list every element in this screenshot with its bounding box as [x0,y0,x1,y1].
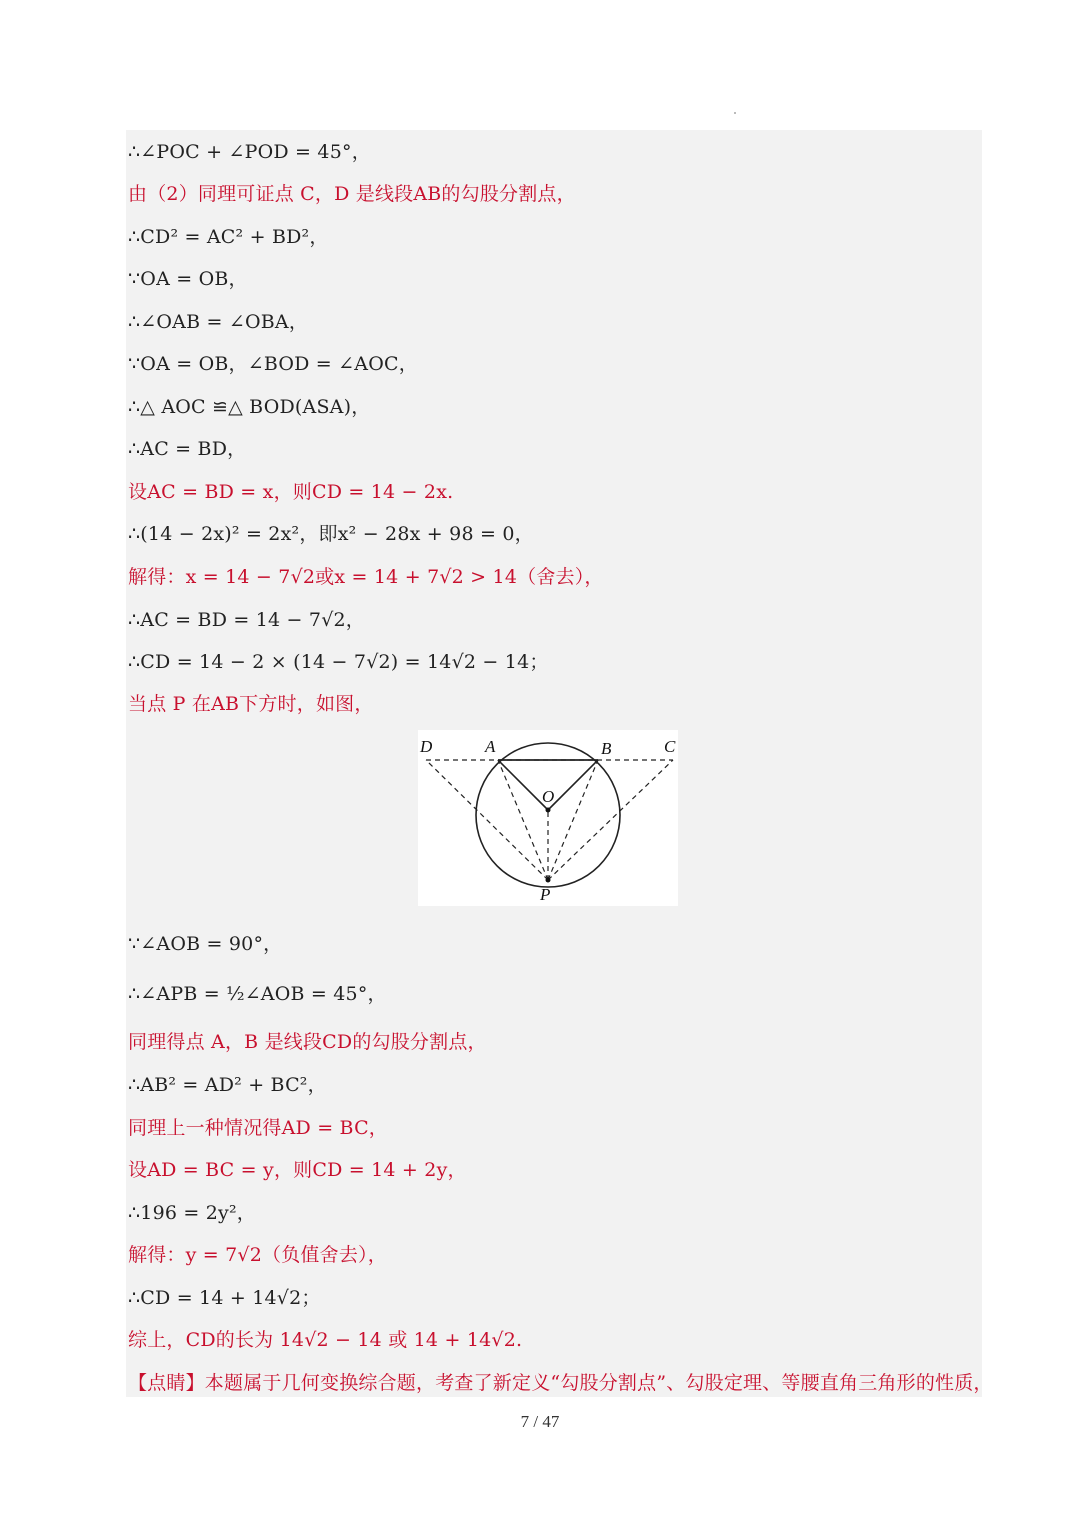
solution-line-15: ∵∠AOB = 90°， [128,933,283,955]
solution-line-8: ∴AC = BD， [128,438,247,460]
label-C: C [664,737,676,756]
solution-line-23: ∴CD = 14 + 14√2； [128,1287,321,1309]
solution-line-11: 解得：x = 14 − 7√2或x = 14 + 7√2 > 14（舍去）， [128,566,604,588]
circle-diagram [418,730,678,906]
solution-line-9: 设AC = BD = x，则CD = 14 − 2x. [128,481,454,503]
label-D: D [420,737,433,756]
solution-line-6: ∵OA = OB，∠BOD = ∠AOC， [128,353,418,375]
solution-panel [126,130,993,1397]
label-O: O [542,787,555,806]
solution-line-5: ∴∠OAB = ∠OBA， [128,311,309,333]
solution-line-2: 由（2）同理可证点 C，D 是线段AB的勾股分割点， [128,183,576,205]
solution-line-12: ∴AC = BD = 14 − 7√2， [128,609,366,631]
solution-line-4: ∵OA = OB， [128,268,248,290]
solution-line-18: ∴AB² = AD² + BC²， [128,1074,327,1096]
solution-line-1: ∴∠POC + ∠POD = 45°， [128,141,371,163]
solution-line-17: 同理得点 A，B 是线段CD的勾股分割点， [128,1031,487,1053]
label-B: B [601,739,612,758]
solution-line-7: ∴△ AOC ≌△ BOD(ASA)， [128,396,371,418]
solution-line-20: 设AD = BC = y，则CD = 14 + 2y， [128,1159,467,1181]
solution-line-16: ∴∠APB = ½∠AOB = 45°， [128,983,387,1005]
solution-line-21: ∴196 = 2y²， [128,1202,256,1224]
label-P: P [540,885,551,904]
geometry-figure [418,730,678,906]
label-A: A [485,737,496,756]
solution-line-22: 解得：y = 7√2（负值舍去）， [128,1244,387,1266]
solution-line-10: ∴(14 − 2x)² = 2x²，即x² − 28x + 98 = 0， [128,523,534,545]
scan-dot [734,112,736,114]
solution-line-14: 当点 P 在AB下方时，如图， [128,693,374,715]
solution-line-3: ∴CD² = AC² + BD²， [128,226,329,248]
solution-line-13: ∴CD = 14 − 2 × (14 − 7√2) = 14√2 − 14； [128,651,549,673]
page-number: 7 / 47 [520,1412,560,1431]
solution-line-25: 【点睛】本题属于几何变换综合题，考查了新定义“勾股分割点”、勾股定理、等腰直角三角形的性质， [128,1372,993,1394]
solution-line-24: 综上，CD的长为 14√2 − 14 或 14 + 14√2. [128,1329,523,1351]
solution-line-19: 同理上一种情况得AD = BC， [128,1117,389,1139]
